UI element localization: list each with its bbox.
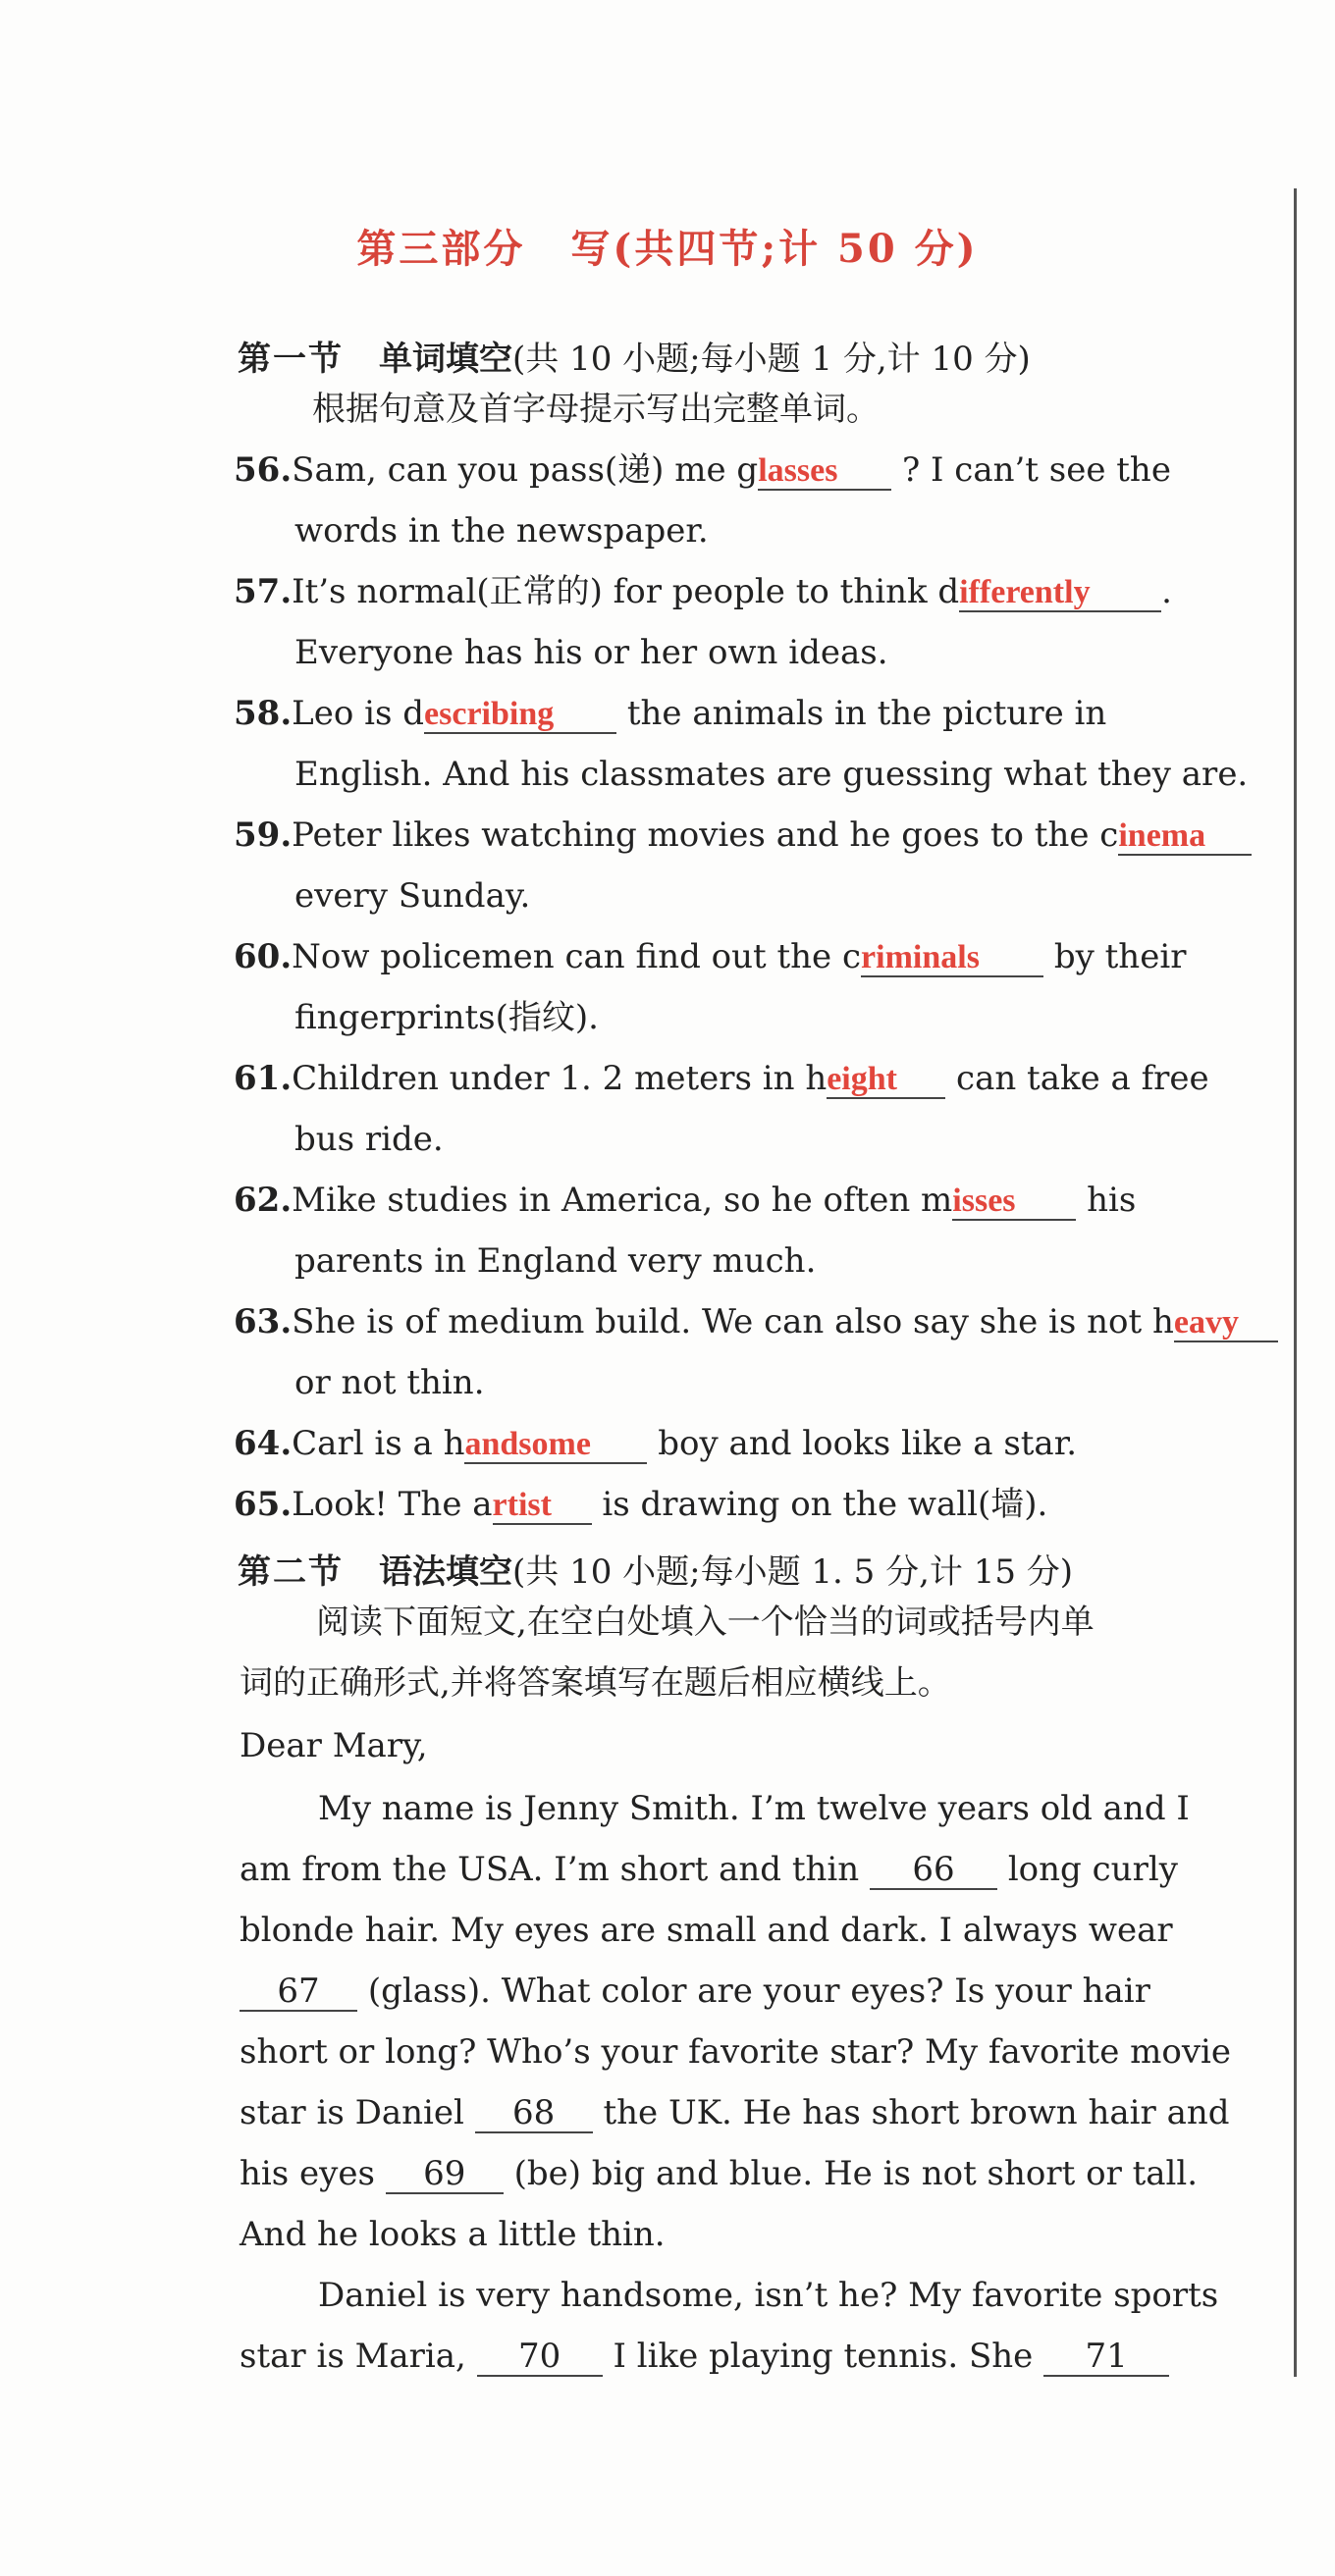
question-62-cont: parents in England very much. [294, 1241, 817, 1281]
question-58: 58.Leo is describing the animals in the picture in [234, 694, 1107, 733]
question-61: 61.Children under 1. 2 meters in height can take a free [234, 1059, 1209, 1098]
question-56-cont: words in the newspaper. [294, 511, 709, 551]
margin-rule [1294, 188, 1297, 2377]
question-57: 57.It’s normal(正常的) for people to think differently . [234, 572, 1172, 611]
grammar-blank-69[interactable]: 69 [386, 2157, 504, 2194]
grammar-blank-68[interactable]: 68 [475, 2096, 593, 2133]
section1-instruction: 根据句意及首字母提示写出完整单词。 [312, 390, 880, 429]
passage-line: And he looks a little thin. [240, 2215, 666, 2254]
answer-blank-58[interactable]: escribing [424, 697, 616, 734]
passage-line: am from the USA. I’m short and thin 66 long curly [240, 1850, 1178, 1889]
passage-line: blonde hair. My eyes are small and dark. I always wear [240, 1911, 1173, 1950]
answer-blank-56[interactable]: lasses [758, 453, 891, 491]
answer-blank-65[interactable]: rtist [493, 1488, 592, 1525]
question-56: 56.Sam, can you pass(递) me glasses ? I can’t see the [234, 450, 1171, 490]
question-63: 63.She is of medium build. We can also say she is not heavy [234, 1305, 1278, 1342]
grammar-blank-66[interactable]: 66 [870, 1853, 997, 1890]
grammar-blank-67[interactable]: 67 [240, 1974, 357, 2012]
question-59-cont: every Sunday. [294, 876, 531, 916]
grammar-blank-71[interactable]: 71 [1043, 2339, 1169, 2377]
question-60: 60.Now policemen can find out the criminals by their [234, 937, 1187, 976]
passage-line: star is Daniel 68 the UK. He has short brown hair and [240, 2093, 1230, 2132]
question-57-cont: Everyone has his or her own ideas. [294, 633, 888, 672]
passage-line: My name is Jenny Smith. I’m twelve years old and I [318, 1789, 1190, 1828]
section2-header: 第二节 语法填空(共 10 小题;每小题 1. 5 分,计 15 分) [238, 1552, 1074, 1592]
answer-blank-59[interactable]: inema [1118, 818, 1252, 856]
question-59: 59.Peter likes watching movies and he goes to the cinema [234, 818, 1252, 856]
question-61-cont: bus ride. [294, 1120, 444, 1159]
answer-blank-60[interactable]: riminals [861, 940, 1043, 977]
answer-blank-62[interactable]: isses [952, 1183, 1076, 1221]
section2-instruction-2: 词的正确形式,并将答案填写在题后相应横线上。 [240, 1663, 951, 1703]
question-63-cont: or not thin. [294, 1363, 485, 1402]
section2-instruction-1: 阅读下面短文,在空白处填入一个恰当的词或括号内单 [316, 1603, 1095, 1642]
passage-line: 67 (glass). What color are your eyes? Is your hair [240, 1974, 1150, 2012]
passage-line: his eyes 69 (be) big and blue. He is not short or tall. [240, 2154, 1199, 2193]
passage-line: Daniel is very handsome, isn’t he? My favorite sports [318, 2276, 1219, 2315]
part-title: 第三部分 写(共四节;计 50 分) [356, 226, 979, 272]
passage-line: star is Maria, 70 I like playing tennis. She 71 [240, 2339, 1169, 2377]
question-58-cont: English. And his classmates are guessing what they are. [294, 755, 1249, 794]
question-60-cont: fingerprints(指纹). [294, 998, 599, 1037]
passage-line: short or long? Who’s your favorite star? My favorite movie [240, 2032, 1232, 2072]
question-65: 65.Look! The artist is drawing on the wall(墙). [234, 1485, 1048, 1524]
grammar-blank-70[interactable]: 70 [477, 2339, 603, 2377]
section1-header: 第一节 单词填空(共 10 小题;每小题 1 分,计 10 分) [238, 340, 1031, 379]
question-64: 64.Carl is a handsome boy and looks like a star. [234, 1424, 1078, 1463]
answer-blank-64[interactable]: andsome [464, 1427, 647, 1464]
question-62: 62.Mike studies in America, so he often misses his [234, 1181, 1137, 1220]
salutation: Dear Mary, [240, 1726, 428, 1765]
answer-blank-61[interactable]: eight [827, 1062, 945, 1099]
answer-blank-57[interactable]: ifferently [959, 575, 1161, 612]
answer-blank-63[interactable]: eavy [1174, 1305, 1278, 1342]
